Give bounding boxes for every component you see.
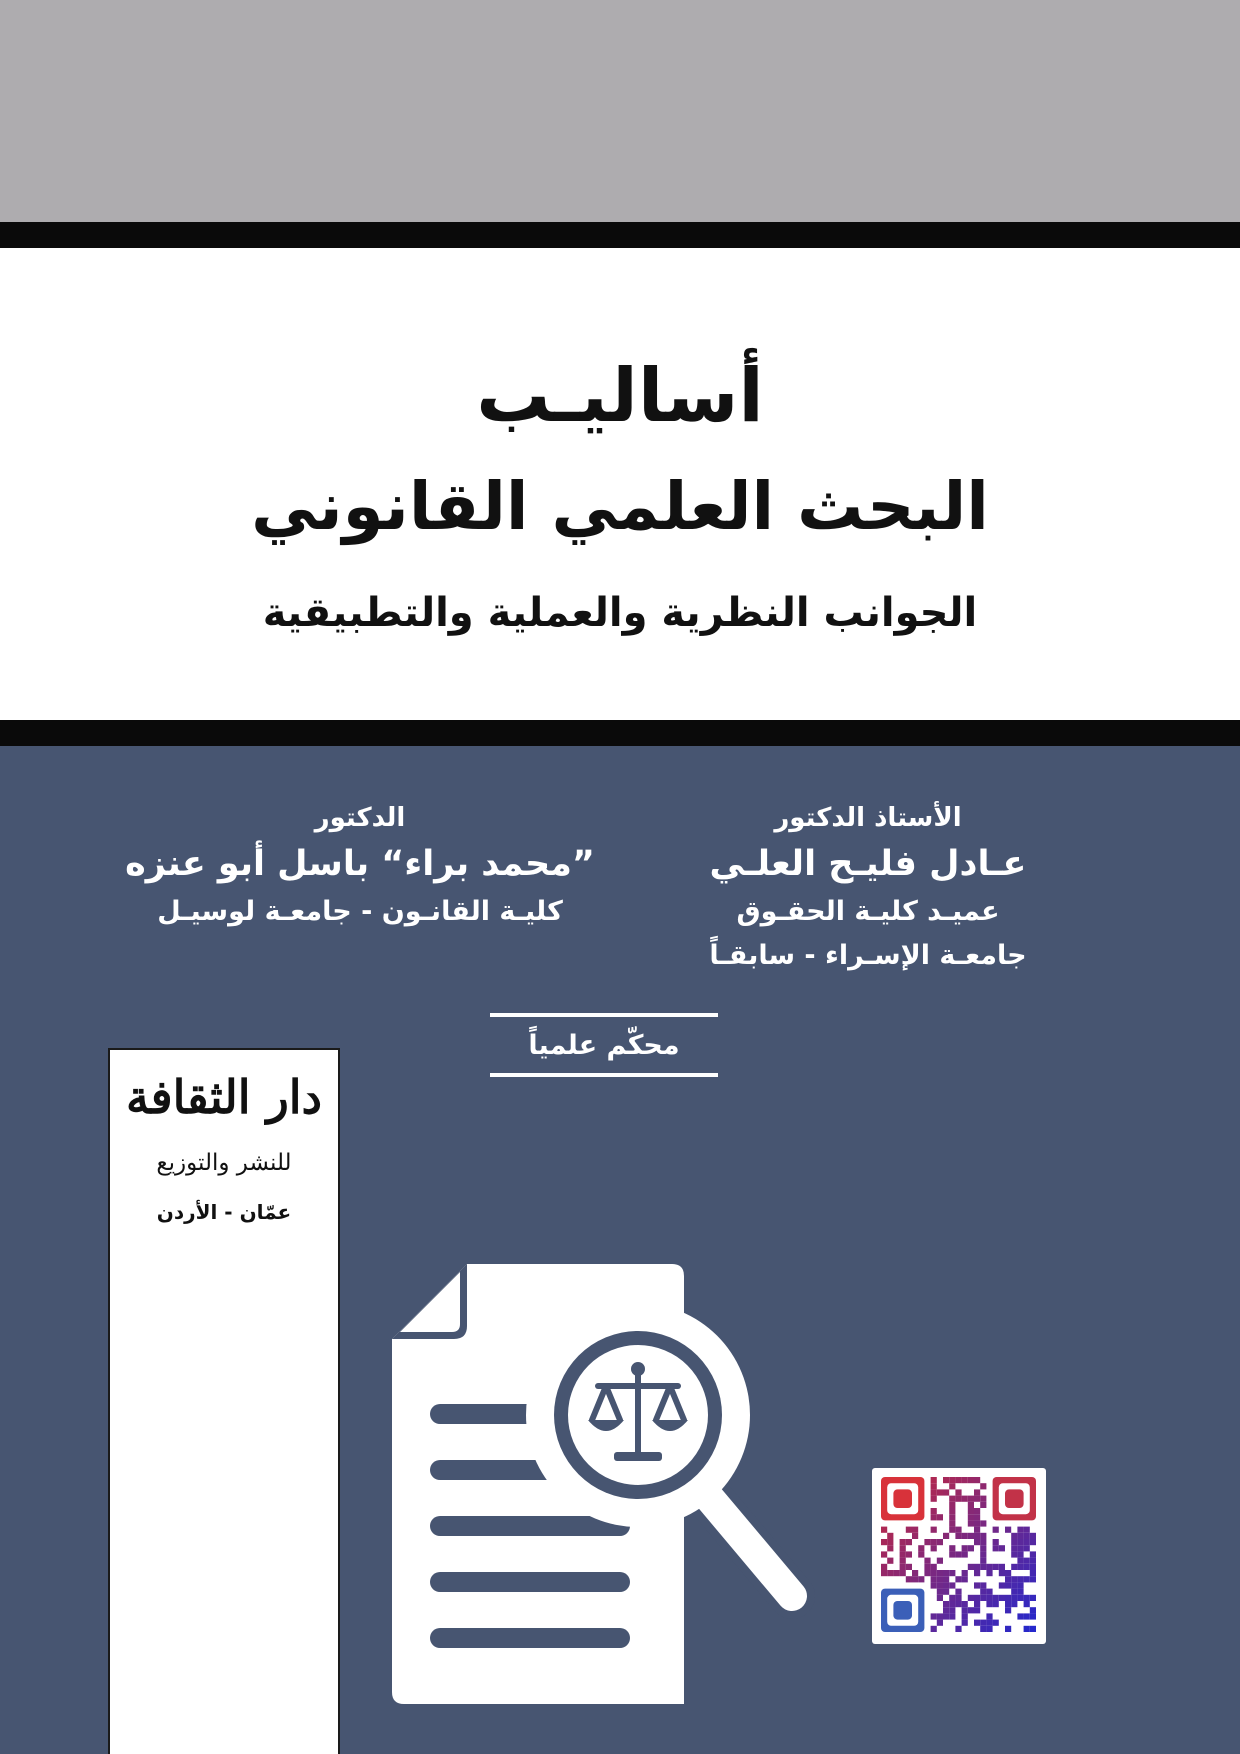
author-1-name: عـادل فليـح العلـي bbox=[709, 844, 1027, 884]
publisher-subtitle: للنشر والتوزيع bbox=[156, 1150, 292, 1176]
author-1-affiliation-1: عميـد كليـة الحقـوق bbox=[736, 896, 1000, 927]
document-magnifier-scales-icon bbox=[392, 1264, 832, 1704]
top-gray-band bbox=[0, 0, 1240, 222]
author-1 bbox=[618, 798, 1118, 978]
publisher-name: دار الثقافة bbox=[125, 1070, 323, 1124]
publisher-logo bbox=[108, 1048, 340, 1754]
title-line-1: أساليـب bbox=[476, 353, 764, 439]
author-2-role: الدكتور bbox=[314, 803, 406, 833]
peer-reviewed-label: محكّم علمياً bbox=[490, 1013, 718, 1077]
author-1-affiliation-2: جامعـة الإسـراء - سابقـاً bbox=[709, 940, 1027, 971]
author-2-name: ”محمد براء“ باسل أبو عنزه bbox=[125, 844, 595, 884]
qr-code-graphic bbox=[872, 1468, 1046, 1644]
title-panel bbox=[0, 248, 1240, 720]
top-black-rule bbox=[0, 222, 1240, 248]
title-line-2: البحث العلمي القانوني bbox=[251, 468, 989, 545]
subtitle: الجوانب النظرية والعملية والتطبيقية bbox=[262, 590, 978, 636]
author-2-affiliation-1: كليـة القانـون - جامعـة لوسيـل bbox=[157, 896, 563, 927]
middle-black-rule bbox=[0, 720, 1240, 746]
qr-code-icon bbox=[872, 1468, 1046, 1644]
publisher-city: عمّان - الأردن bbox=[156, 1200, 292, 1224]
author-1-role: الأستاذ الدكتور bbox=[774, 803, 962, 833]
author-2 bbox=[110, 798, 610, 934]
